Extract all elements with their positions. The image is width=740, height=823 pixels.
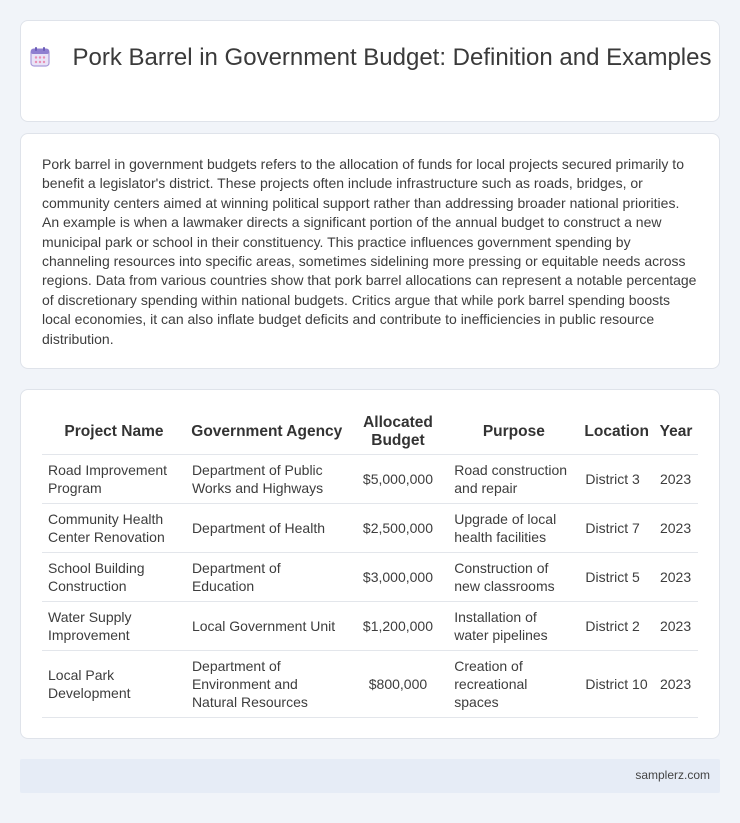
page-title: [21, 43, 719, 73]
cell-year: 2023: [654, 455, 698, 504]
cell-project-name: Local Park Development: [42, 651, 186, 718]
cell-location: District 7: [579, 504, 654, 553]
cell-year: 2023: [654, 602, 698, 651]
cell-location: District 2: [579, 602, 654, 651]
cell-purpose: Construction of new classrooms: [448, 553, 579, 602]
header-location: Location: [584, 423, 649, 440]
cell-year: 2023: [654, 504, 698, 553]
cell-project-name: Water Supply Improvement: [42, 602, 186, 651]
cell-budget: $1,200,000: [348, 602, 449, 651]
cell-purpose: Installation of water pipelines: [448, 602, 579, 651]
cell-agency: Department of Environment and Natural Resources: [186, 651, 348, 718]
table-row: [42, 504, 698, 553]
cell-project-name: Community Health Center Renovation: [42, 504, 186, 553]
table-row: [42, 553, 698, 602]
footer-brand[interactable]: samplerz.com: [635, 768, 710, 782]
cell-location: District 10: [579, 651, 654, 718]
header-allocated-budget: Allocated Budget: [363, 414, 433, 449]
cell-budget: $2,500,000: [348, 504, 449, 553]
cell-year: 2023: [654, 651, 698, 718]
table-card: [20, 389, 720, 739]
projects-table: [42, 410, 698, 718]
cell-purpose: Upgrade of local health facilities: [448, 504, 579, 553]
cell-purpose: Creation of recreational spaces: [448, 651, 579, 718]
header-year: Year: [659, 423, 693, 440]
cell-budget: $5,000,000: [348, 455, 449, 504]
table-row: [42, 455, 698, 504]
cell-agency: Department of Health: [186, 504, 348, 553]
table-row: [42, 651, 698, 718]
cell-agency: Department of Education: [186, 553, 348, 602]
description-text: Pork barrel in government budgets refers to the allocation of funds for local projects secured primarily to benefit a legislator's district. These projects often include infrastructure such as roads, bridges, or community centers aimed at winning political support rather than addressing broader national priorities. An example is when a lawmaker directs a significant portion of the annual budget to construct a new municipal park or school in their constituency. This practice influences government spending by channeling resources into specific areas, sometimes sidelining more pressing or equitable needs across regions. Data from various countries show that pork barrel allocations can represent a notable percentage of discretionary spending within national budgets. Critics argue that while pork barrel spending boosts local economies, it can also inflate budget deficits and contribute to inefficiencies in public resource distribution.: [42, 156, 697, 347]
cell-budget: $800,000: [348, 651, 449, 718]
cell-location: District 5: [579, 553, 654, 602]
footer-bar: [20, 759, 720, 793]
table-header-row: [42, 410, 698, 455]
title-card: [20, 20, 720, 122]
cell-purpose: Road construction and repair: [448, 455, 579, 504]
cell-project-name: School Building Construction: [42, 553, 186, 602]
header-purpose: Purpose: [482, 423, 545, 440]
calendar-icon: [29, 46, 51, 68]
cell-agency: Local Government Unit: [186, 602, 348, 651]
cell-location: District 3: [579, 455, 654, 504]
description-card: [20, 133, 720, 369]
page-title-text: Pork Barrel in Government Budget: Definition and Examples: [72, 44, 712, 71]
header-project-name: Project Name: [64, 423, 164, 440]
cell-project-name: Road Improvement Program: [42, 455, 186, 504]
cell-budget: $3,000,000: [348, 553, 449, 602]
table-row: [42, 602, 698, 651]
cell-year: 2023: [654, 553, 698, 602]
header-government-agency: Government Agency: [191, 423, 343, 440]
cell-agency: Department of Public Works and Highways: [186, 455, 348, 504]
